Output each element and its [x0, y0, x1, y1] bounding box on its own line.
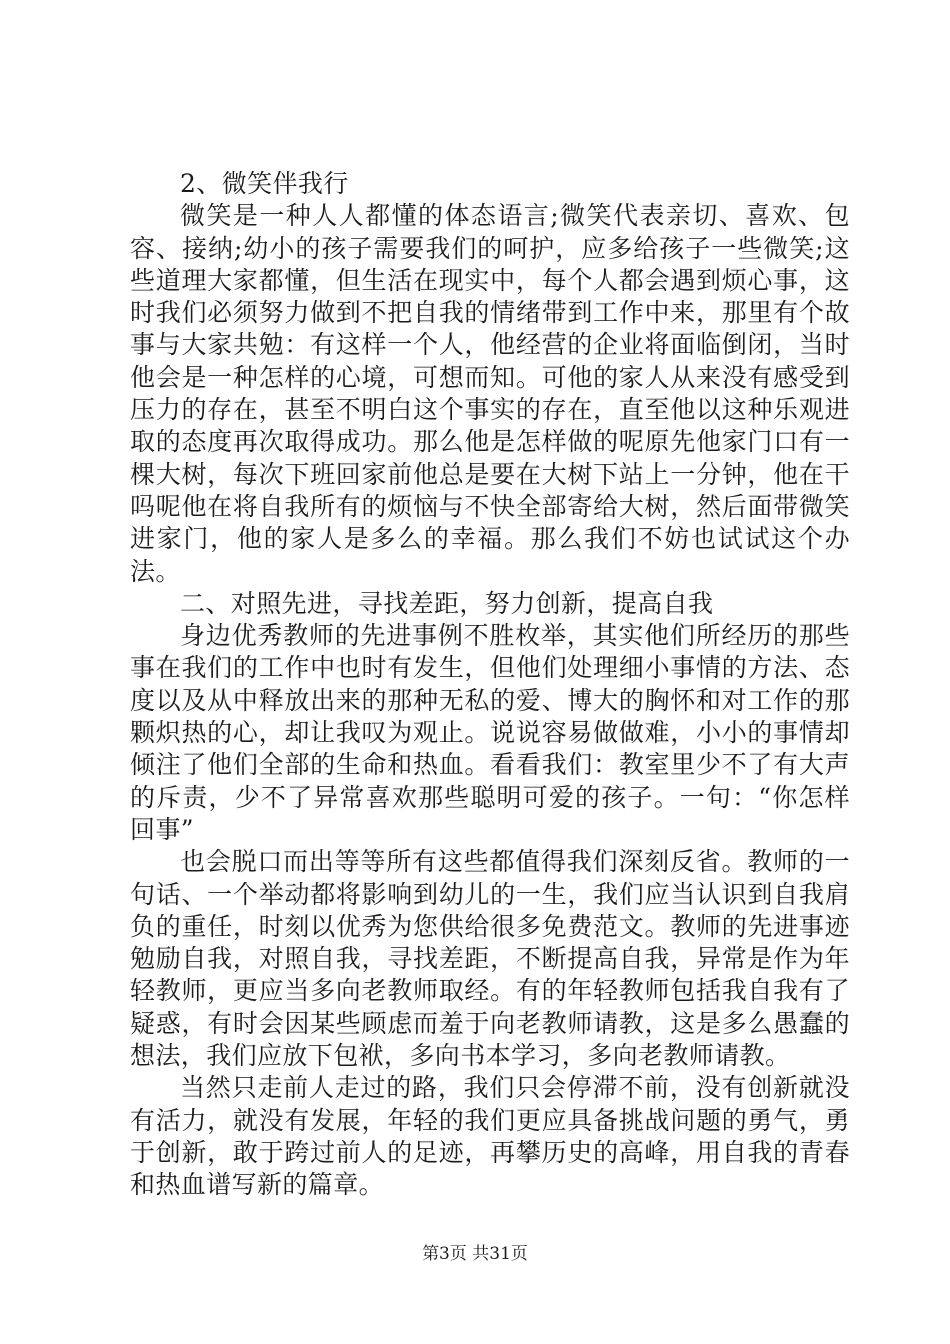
- section-heading-compare: 二、对照先进，寻找差距，努力创新，提高自我: [180, 588, 714, 618]
- paragraph-examples: 身边优秀教师的先进事例不胜枚举，其实他们所经历的那些事在我们的工作中也时有发生，但他们处理细小事情的方法、态度以及从中释放出来的那种无私的爱、博大的胸怀和对工作的那颗炽热的心，却让我叹为观止。说说容易做做难，小小的事情却倾注了他们全部的生命和热血。看看我们：教室里少不了有大声的斥责，少不了异常喜欢那些聪明可爱的孩子。一句：“你怎样回事”: [130, 621, 850, 844]
- paragraph-smile: 微笑是一种人人都懂的体态语言;微笑代表亲切、喜欢、包容、接纳;幼小的孩子需要我们的呵护，应多给孩子一些微笑;这些道理大家都懂，但生活在现实中，每个人都会遇到烦心事，这时我们必须努力做到不把自我的情绪带到工作中来，那里有个故事与大家共勉：有这样一个人，他经营的企业将面临倒闭，当时他会是一种怎样的心境，可想而知。可他的家人从来没有感受到压力的存在，甚至不明白这个事实的存在，直至他以这种乐观进取的态度再次取得成功。那么他是怎样做的呢原先他家门口有一棵大树，每次下班回家前他总是要在大树下站上一分钟，他在干吗呢他在将自我所有的烦恼与不快全部寄给大树，然后面带微笑进家门，他的家人是多么的幸福。那么我们不妨也试试这个办法。: [130, 201, 850, 586]
- document-body: [130, 168, 850, 1202]
- paragraph-innovation: 当然只走前人走过的路，我们只会停滞不前，没有创新就没有活力，就没有发展，年轻的我们更应具备挑战问题的勇气，勇于创新，敢于跨过前人的足迹，再攀历史的高峰，用自我的青春和热血谱写新的篇章。: [130, 1073, 850, 1200]
- paragraph-reflection: 也会脱口而出等等所有这些都值得我们深刻反省。教师的一句话、一个举动都将影响到幼儿的一生，我们应当认识到自我肩负的重任，时刻以优秀为您供给很多免费范文。教师的先进事迹勉励自我，对照自我，寻找差距，不断提高自我，异常是作为年轻教师，更应当多向老教师取经。有的年轻教师包括我自我有了疑惑，有时会因某些顾虑而羞于向老教师请教，这是多么愚蠢的想法，我们应放下包袱，多向书本学习，多向老教师请教。: [130, 847, 850, 1071]
- page-number-footer: 第3页 共31页: [422, 1244, 528, 1264]
- section-heading-smile: 2、微笑伴我行: [180, 169, 349, 198]
